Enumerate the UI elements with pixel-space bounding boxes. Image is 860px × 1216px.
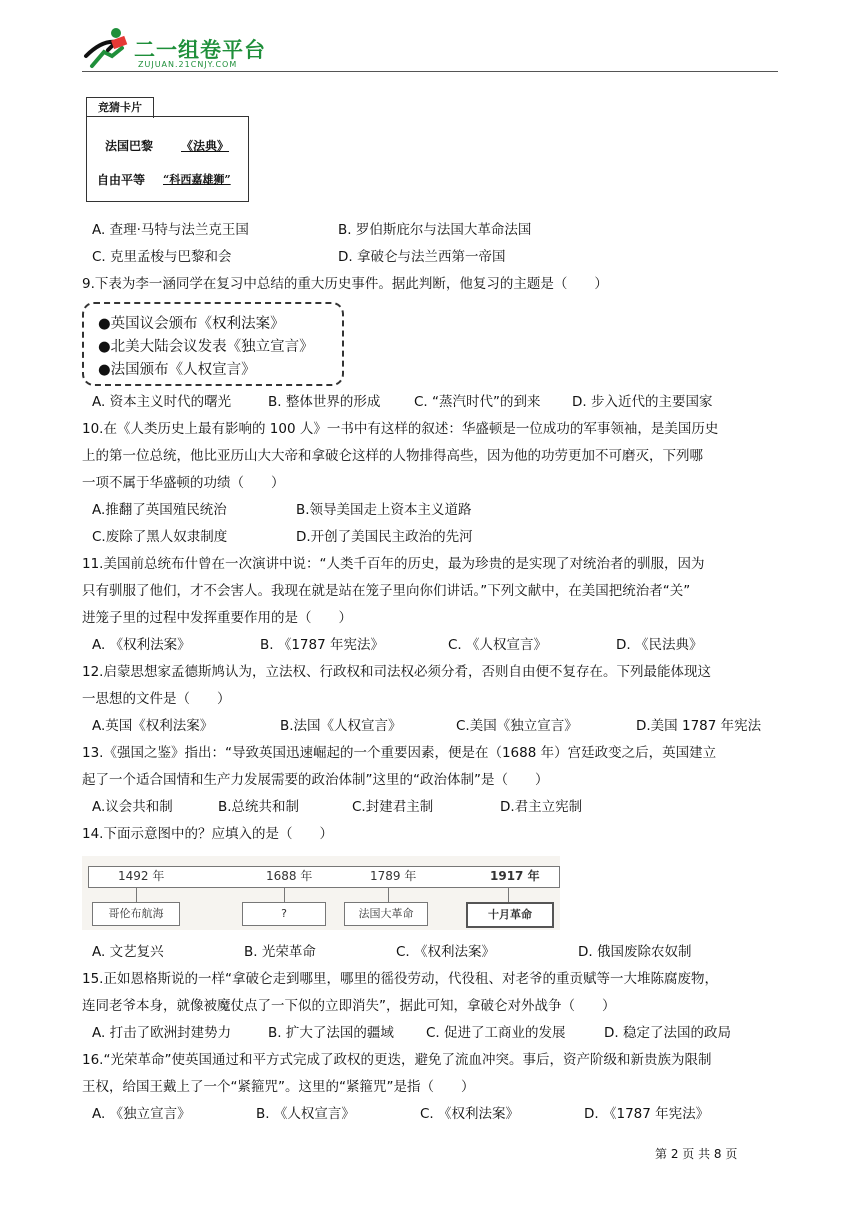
timeline-stem <box>508 887 509 902</box>
card-body <box>86 116 249 202</box>
page-number: 第 2 页 共 8 页 <box>655 1147 738 1161</box>
q9-option-d[interactable]: D. 步入近代的主要国家 <box>572 394 713 410</box>
q11-option-c[interactable]: C. 《人权宣言》 <box>448 637 548 653</box>
timeline-stem <box>136 887 137 902</box>
q15-option-a[interactable]: A. 打击了欧洲封建势力 <box>92 1025 232 1041</box>
page-header <box>82 26 778 72</box>
q10-option-a[interactable]: A.推翻了英国殖民统治 <box>92 502 227 518</box>
header-divider <box>82 71 778 72</box>
q10-line: 上的第一位总统，他比亚历山大大帝和拿破仑这样的人物排得高些，因为他的功劳更加不可磨灭，下列哪 <box>82 448 703 464</box>
q12-line: 12.启蒙思想家孟德斯鸠认为，立法权、行政权和司法权必须分肴，否则自由便不复存在。下列最能体现这 <box>82 664 711 680</box>
brand-url: ZUJUAN.21CNJY.COM <box>138 60 238 69</box>
guess-card <box>86 97 249 201</box>
q16-option-d[interactable]: D. 《1787 年宪法》 <box>584 1106 710 1122</box>
q12-option-d[interactable]: D.美国 1787 年宪法 <box>636 718 762 734</box>
q15-line: 连同老爷本身，就像被魔仗点了一下似的立即消失”，据此可知，拿破仑对外战争（ ） <box>82 998 616 1014</box>
timeline-box: 法国大革命 <box>344 902 428 926</box>
q11-line: 只有驯服了他们，才不会害人。我现在就是站在笼子里向你们讲话。”下列文献中，在美国把统治者“关” <box>82 583 691 599</box>
q12-option-a[interactable]: A.英国《权利法案》 <box>92 718 214 734</box>
q13-option-d[interactable]: D.君主立宪制 <box>500 799 583 815</box>
timeline-stem <box>388 887 389 902</box>
q10-line: 10.在《人类历史上最有影响的 100 人》一书中有这样的叙述：华盛顿是一位成功的军事领袖，是美国历史 <box>82 421 719 437</box>
q13-line: 起了一个适合国情和生产力发展需要的政治体制”这里的“政治体制”是（ ） <box>82 772 549 788</box>
q16-option-c[interactable]: C. 《权利法案》 <box>420 1106 520 1122</box>
q14-option-d[interactable]: D. 俄国废除农奴制 <box>578 944 692 960</box>
q16-line: 16.“光荣革命”使英国通过和平方式完成了政权的更迭，避免了流血冲突。事后，资产阶级和新贵族为限制 <box>82 1052 712 1068</box>
q11-option-d[interactable]: D. 《民法典》 <box>616 637 703 653</box>
q9-event: ●英国议会颁布《权利法案》 <box>98 316 285 332</box>
q16-option-b[interactable]: B. 《人权宣言》 <box>256 1106 355 1122</box>
q11-option-a[interactable]: A. 《权利法案》 <box>92 637 191 653</box>
card-cell-2: 《法典》 <box>181 139 230 153</box>
q14-option-a[interactable]: A. 文艺复兴 <box>92 944 164 960</box>
q8-option-a[interactable]: A. 查理·马特与法兰克王国 <box>92 222 249 238</box>
q9-option-b[interactable]: B. 整体世界的形成 <box>268 394 381 410</box>
q9-option-c[interactable]: C. “蒸汽时代”的到来 <box>414 394 541 410</box>
q15-option-b[interactable]: B. 扩大了法国的疆域 <box>268 1025 394 1041</box>
q9-event-box <box>82 302 344 386</box>
q9-stem: 9.下表为李一涵同学在复习中总结的重大历史事件。据此判断，他复习的主题是（ ） <box>82 276 608 292</box>
card-tab: 竞猜卡片 <box>86 97 154 118</box>
q16-option-a[interactable]: A. 《独立宣言》 <box>92 1106 191 1122</box>
q13-line: 13.《强国之鉴》指出：“导致英国迅速崛起的一个重要因素，便是在（1688 年）宫廷政变之后，英国建立 <box>82 745 717 761</box>
q12-line: 一思想的文件是（ ） <box>82 691 231 707</box>
q10-line: 一项不属于华盛顿的功绩（ ） <box>82 475 285 491</box>
q11-line: 进笼子里的过程中发挥重要作用的是（ ） <box>82 610 352 626</box>
q15-option-c[interactable]: C. 促进了工商业的发展 <box>426 1025 566 1041</box>
card-cell-1: 法国巴黎 <box>105 139 154 153</box>
q8-option-c[interactable]: C. 克里孟梭与巴黎和会 <box>92 249 232 265</box>
q11-line: 11.美国前总统布什曾在一次演讲中说：“人类千百年的历史，最为珍贵的是实现了对统治者的驯服，因为 <box>82 556 705 572</box>
q13-option-c[interactable]: C.封建君主制 <box>352 799 434 815</box>
timeline-box: 十月革命 <box>466 902 554 928</box>
q13-option-a[interactable]: A.议会共和制 <box>92 799 173 815</box>
timeline-year: 1917 年 <box>490 869 540 883</box>
timeline-stem <box>284 887 285 902</box>
timeline-year: 1789 年 <box>370 869 417 883</box>
q8-option-b[interactable]: B. 罗伯斯庇尔与法国大革命法国 <box>338 222 532 238</box>
q10-option-b[interactable]: B.领导美国走上资本主义道路 <box>296 502 472 518</box>
q15-option-d[interactable]: D. 稳定了法国的政局 <box>604 1025 731 1041</box>
q12-option-c[interactable]: C.美国《独立宣言》 <box>456 718 578 734</box>
q9-option-a[interactable]: A. 资本主义时代的曙光 <box>92 394 232 410</box>
q10-option-d[interactable]: D.开创了美国民主政治的先河 <box>296 529 473 545</box>
q9-event: ●法国颁布《人权宣言》 <box>98 362 256 378</box>
timeline-year: 1688 年 <box>266 869 313 883</box>
q8-option-d[interactable]: D. 拿破仑与法兰西第一帝国 <box>338 249 506 265</box>
q14-stem: 14.下面示意图中的？应填入的是（ ） <box>82 826 333 842</box>
card-cell-4: “科西嘉雄狮” <box>163 173 231 186</box>
q16-line: 王权，给国王戴上了一个“紧箍咒”。这里的“紧箍咒”是指（ ） <box>82 1079 475 1095</box>
q15-line: 15.正如恩格斯说的一样“拿破仑走到哪里，哪里的徭役劳动，代役租、对老爷的重贡赋等一大堆陈腐废物， <box>82 971 718 987</box>
q14-option-b[interactable]: B. 光荣革命 <box>244 944 316 960</box>
brand-name: 二一组卷平台 <box>134 38 266 62</box>
q10-option-c[interactable]: C.废除了黑人奴隶制度 <box>92 529 228 545</box>
timeline-year: 1492 年 <box>118 869 165 883</box>
q12-option-b[interactable]: B.法国《人权宣言》 <box>280 718 402 734</box>
q9-event: ●北美大陆会议发表《独立宣言》 <box>98 339 314 355</box>
timeline-diagram <box>82 856 560 930</box>
timeline-box: 哥伦布航海 <box>92 902 180 926</box>
runner-logo-icon <box>82 26 132 70</box>
q14-option-c[interactable]: C. 《权利法案》 <box>396 944 496 960</box>
q13-option-b[interactable]: B.总统共和制 <box>218 799 300 815</box>
timeline-box-unknown: ? <box>242 902 326 926</box>
card-cell-3: 自由平等 <box>97 173 146 187</box>
q11-option-b[interactable]: B. 《1787 年宪法》 <box>260 637 384 653</box>
